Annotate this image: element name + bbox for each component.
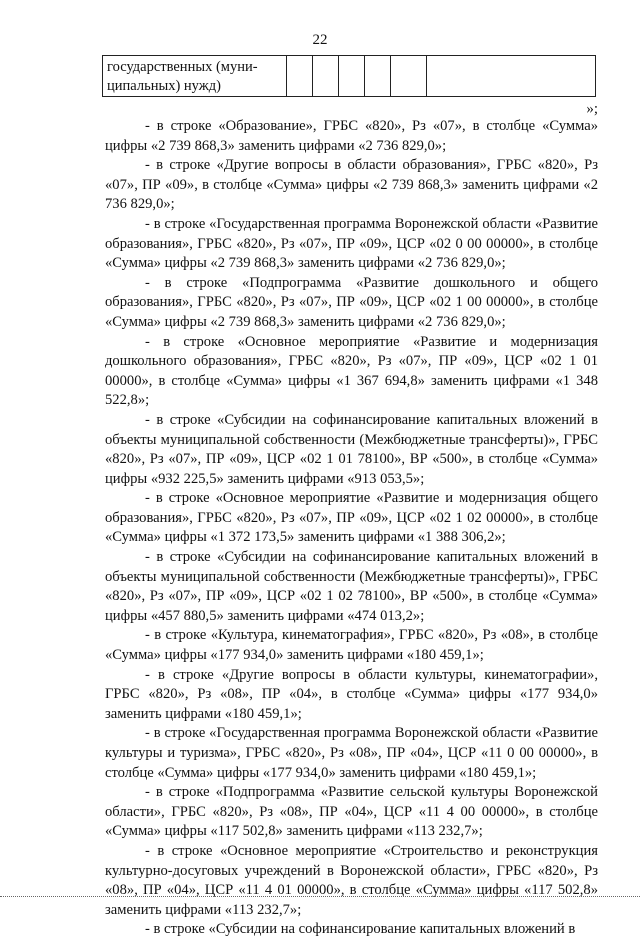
table-cell-name: государственных (муни-ципальных) нужд) (103, 56, 287, 97)
bottom-edge-divider (0, 896, 640, 897)
paragraph: - в строке «Основное мероприятие «Развитие и модернизация дошкольного образования», ГРБС «820», Рз «07», ПР «09», ЦСР «02 1 01 00000», в столбце «Сумма» цифры «1 367 694,8» заменить цифрами «1 348 522,8»; (105, 333, 598, 409)
paragraph: - в строке «Образование», ГРБС «820», Рз «07», в столбце «Сумма» цифры «2 739 868,3» заменить цифрами «2 736 829,0»; (105, 118, 598, 154)
continuation-table (102, 55, 596, 97)
paragraph: - в строке «Другие вопросы в области культуры, кинематографии», ГРБС «820», Рз «08», ПР «04», в столбце «Сумма» цифры «177 934,0» заменить цифрами «180 459,1»; (105, 666, 598, 722)
closing-quote-mark: »; (586, 101, 598, 117)
table-cell-empty (339, 56, 365, 97)
paragraph: - в строке «Культура, кинематография», ГРБС «820», Рз «08», в столбце «Сумма» цифры «177 934,0» заменить цифрами «180 459,1»; (105, 627, 598, 664)
page-number: 22 (312, 32, 328, 48)
table-row (103, 56, 596, 97)
table-cell-empty (427, 56, 596, 97)
paragraph: - в строке «Субсидии на софинансирование капитальных вложений в объекты муниципальной собственности (Межбюджетные трансферты)», ГРБС «820», Рз «07», ПР «09», ЦСР «02 1 02 78100», ВР «500», в столбце «Сумма» цифры «457 880,5» заменить цифрами «474 013,2»; (105, 549, 598, 624)
paragraph: - в строке «Государственная программа Воронежской области «Развитие культуры и туризма», ГРБС «820», Рз «08», ПР «04», ЦСР «11 0 00 00000», в столбце «Сумма» цифры «177 934,0» заменить цифрами «180 459,1»; (105, 725, 598, 781)
paragraph: - в строке «Государственная программа Воронежской области «Развитие образования», ГРБС «820», Рз «07», ПР «09», ЦСР «02 0 00 00000», в столбце «Сумма» цифры «2 739 868,3» заменить цифрами «2 736 829,0»; (105, 215, 598, 272)
paragraph: - в строке «Основное мероприятие «Развитие и модернизация общего образования», ГРБС «820», Рз «07», ПР «09», ЦСР «02 1 02 00000», в столбце «Сумма» цифры «1 372 173,5» заменить цифрами «1 388 306,2»; (105, 490, 598, 546)
paragraph: - в строке «Субсидии на софинансирование капитальных вложений в объекты муниципальной собственности (Межбюджетные трансферты)», ГРБС «820», Рз «07», ПР «09», ЦСР «02 1 01 78100», ВР «500», в столбце «Сумма» цифры «932 225,5» заменить цифрами «913 053,5»; (105, 411, 598, 487)
table-cell-empty (391, 56, 427, 97)
table-cell-empty (313, 56, 339, 97)
table-cell-empty (287, 56, 313, 97)
paragraph: - в строке «Подпрограмма «Развитие сельской культуры Воронежской области», ГРБС «820», Рз «08», ПР «04», ЦСР «11 4 00 00000», в столбце «Сумма» цифры «117 502,8» заменить цифрами «113 232,7»; (105, 784, 598, 840)
table-cell-empty (365, 56, 391, 97)
paragraph: - в строке «Другие вопросы в области образования», ГРБС «820», Рз «07», ПР «09», в столбце «Сумма» цифры «2 739 868,3» заменить цифрами «2 736 829,0»; (105, 157, 598, 213)
paragraph: - в строке «Основное мероприятие «Строительство и реконструкция культурно-досуговых учреждений в Воронежской области», ГРБС «820», Рз «08», ПР «04», ЦСР «11 4 01 00000», в столбце «Сумма» цифры «117 502,8» заменить цифрами «113 232,7»; (105, 842, 598, 918)
amendment-list (105, 117, 598, 940)
paragraph: - в строке «Субсидии на софинансирование капитальных вложений в (145, 921, 576, 938)
paragraph: - в строке «Подпрограмма «Развитие дошкольного и общего образования», ГРБС «820», Рз «07», ПР «09», ЦСР «02 1 00 00000», в столбце «Сумма» цифры «2 739 868,3» заменить цифрами «2 736 829,0»; (105, 274, 598, 330)
